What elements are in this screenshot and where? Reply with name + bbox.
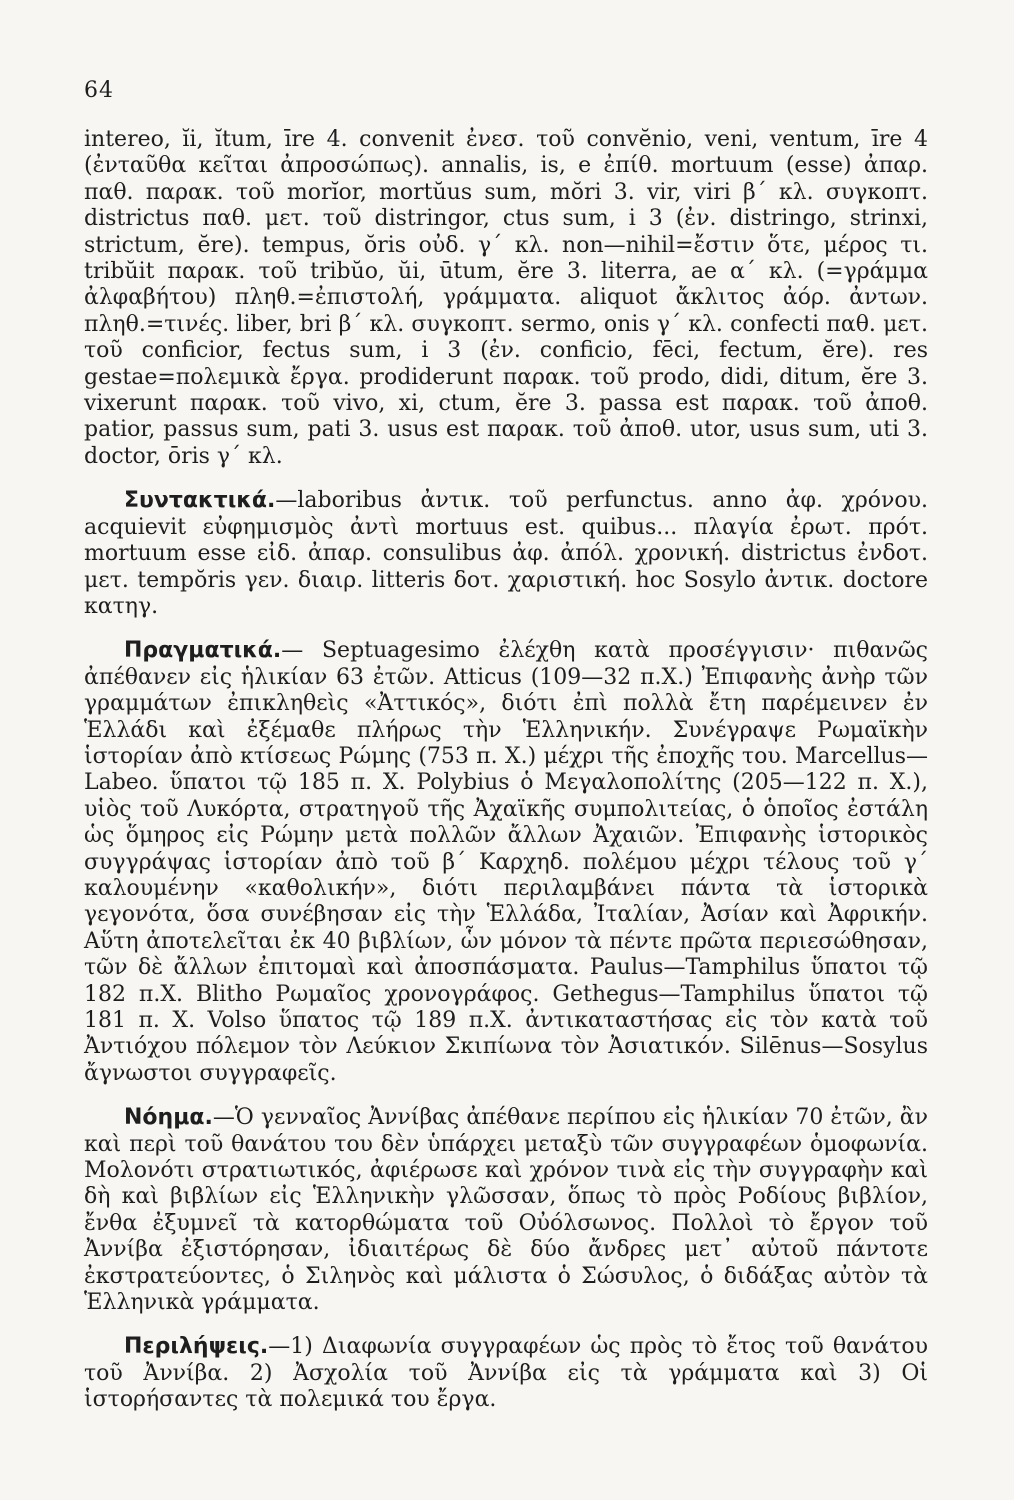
facts-heading: Πραγματικά. xyxy=(124,638,282,664)
vocabulary-paragraph: intereo, ĭi, ĭtum, īre 4. convenit ἐνεσ. τοῦ convĕnio, veni, ventum, īre 4 (ἐνταῦθα κεῖται ἀπροσώπως). annalis, is, e ἐπίθ. mortuum (esse) ἀπαρ. παθ. παρακ. τοῦ morĭor, mortŭus sum, mŏri 3. vir, viri β΄ κλ. συγκοπτ. districtus παθ. μετ. τοῦ distringor, ctus sum, i 3 (ἐν. distringo, strinxi, strictum, ĕre). tempus, ŏris οὐδ. γ΄ κλ. non—nihil=ἔστιν ὅτε, μέρος τι. tribŭit παρακ. τοῦ tribŭo, ŭi, ūtum, ĕre 3. literra, ae α΄ κλ. (=γράμμα ἀλφαβήτου) πληθ.=ἐπιστολή, γράμματα. aliquot ἄκλιτος ἀόρ. ἀντων. πληθ.=τινές. liber, bri β΄ κλ. συγκοπτ. sermo, onis γ΄ κλ. confecti παθ. μετ. τοῦ conficior, fectus sum, i 3 (ἐν. conficio, fēci, fectum, ĕre). res gestae=πολεμικὰ ἔργα. prodiderunt παρακ. τοῦ prodo, didi, ditum, ĕre 3. vixerunt παρακ. τοῦ vivo, xi, ctum, ĕre 3. passa est παρακ. τοῦ ἀποθ. patior, passus sum, pati 3. usus est παρακ. τοῦ ἀποθ. utor, usus sum, uti 3. doctor, ōris γ΄ κλ. xyxy=(84,127,929,469)
meaning-paragraph xyxy=(84,1105,928,1316)
syntax-text: —laboribus ἀντικ. τοῦ perfunctus. anno ἀφ. χρόνου. acquievit εὐφημισμὸς ἀντὶ mortuus est. quibus... πλαγία ἐρωτ. πρότ. mortuum esse εἰδ. ἀπαρ. consulibus ἀφ. ἀπόλ. χρονική. districtus ἐνδοτ. μετ. tempŏris γεν. διαιρ. litteris δοτ. χαριστική. hoc Sosylo ἀντικ. doctore κατηγ. xyxy=(84,488,928,619)
syntax-heading: Συντακτικά. xyxy=(124,488,276,514)
summaries-paragraph xyxy=(84,1334,928,1413)
facts-text: — Septuagesimo ἐλέχθη κατὰ προσέγγισιν· πιθανῶς ἀπέθανεν εἰς ἡλικίαν 63 ἐτῶν. Atticus (109—32 π.Χ.) Ἐπιφανὴς ἀνὴρ τῶν γραμμάτων ἐπικληθεὶς «Ἀττικός», διότι ἐπὶ πολλὰ ἔτη παρέμεινεν ἐν Ἑλλάδι καὶ ἐξέμαθε πλήρως τὴν Ἑλληνικήν. Συνέγραψε Ρωμαϊκὴν ἱστορίαν ἀπὸ κτίσεως Ρώμης (753 π. Χ.) μέχρι τῆς ἐποχῆς του. Marcellus—Labeo. ὕπατοι τῷ 185 π. Χ. Polybius ὁ Μεγαλοπολίτης (205—122 π. Χ.), υἱὸς τοῦ Λυκόρτα, στρατηγοῦ τῆς Ἀχαϊκῆς συμπολιτείας, ὁ ὁποῖος ἐστάλη ὡς ὅμηρος εἰς Ρώμην μετὰ πολλῶν ἄλλων Ἀχαιῶν. Ἐπιφανὴς ἱστορικὸς συγγράψας ἱστορίαν ἀπὸ τοῦ β΄ Καρχηδ. πολέμου μέχρι τέλους τοῦ γ΄ καλουμένην «καθολικήν», διότι περιλαμβάνει πάντα τὰ ἱστορικὰ γεγονότα, ὅσα συνέβησαν εἰς τὴν Ἑλλάδα, Ἰταλίαν, Ἀσίαν καὶ Ἀφρικήν. Αὕτη ἀποτελεῖται ἐκ 40 βιβλίων, ὧν μόνον τὰ πέντε πρῶτα περιεσώθησαν, τῶν δὲ ἄλλων ἐπιτομαὶ καὶ ἀποσπάσματα. Paulus—Tamphilus ὕπατοι τῷ 182 π.Χ. Blitho Ρωμαῖος χρονογράφος. Gethegus—Tamphilus ὕπατοι τῷ 181 π. Χ. Volso ὕπατος τῷ 189 π.Χ. ἀντικαταστήσας εἰς τὸν κατὰ τοῦ Ἀντιόχου πόλεμον τὸν Λεύκιον Σκιπίωνα τὸν Ἀσιατικόν. Silēnus—Sosylus ἄγνωστοι συγγραφεῖς. xyxy=(84,638,928,1086)
meaning-text: —Ὁ γενναῖος Ἀννίβας ἀπέθανε περίπου εἰς ἡλικίαν 70 ἐτῶν, ἂν καὶ περὶ τοῦ θανάτου του δὲν ὑπάρχει μεταξὺ τῶν συγγραφέων ὁμοφωνία. Μολονότι στρατιωτικός, ἀφιέρωσε καὶ χρόνον τινὰ εἰς τὴν συγγραφὴν καὶ δὴ καὶ βιβλίων εἰς Ἑλληνικὴν γλῶσσαν, ὅπως τὸ πρὸς Ροδίους βιβλίον, ἔνθα ἐξυμνεῖ τὰ κατορθώματα τοῦ Οὐόλσωνος. Πολλοὶ τὸ ἔργον τοῦ Ἀννίβα ἐξιστόρησαν, ἰδιαιτέρως δὲ δύο ἄνδρες μετ᾿ αὐτοῦ πάντοτε ἐκστρατεύοντες, ὁ Σιληνὸς καὶ μάλιστα ὁ Σώσυλος, ὁ διδάξας αὐτὸν τὰ Ἑλληνικὰ γράμματα. xyxy=(84,1105,928,1316)
summaries-text: —1) Διαφωνία συγγραφέων ὡς πρὸς τὸ ἔτος τοῦ θανάτου τοῦ Ἀννίβα. 2) Ἀσχολία τοῦ Ἀννίβα εἰς τὰ γράμματα καὶ 3) Οἱ ἱστορήσαντες τὰ πολεμικά του ἔργα. xyxy=(84,1334,928,1413)
facts-paragraph xyxy=(84,638,928,1087)
summaries-heading: Περιλήψεις. xyxy=(124,1334,269,1360)
page-number: 64 xyxy=(84,78,114,103)
meaning-heading: Νόημα. xyxy=(124,1105,213,1131)
syntax-paragraph xyxy=(84,488,928,620)
